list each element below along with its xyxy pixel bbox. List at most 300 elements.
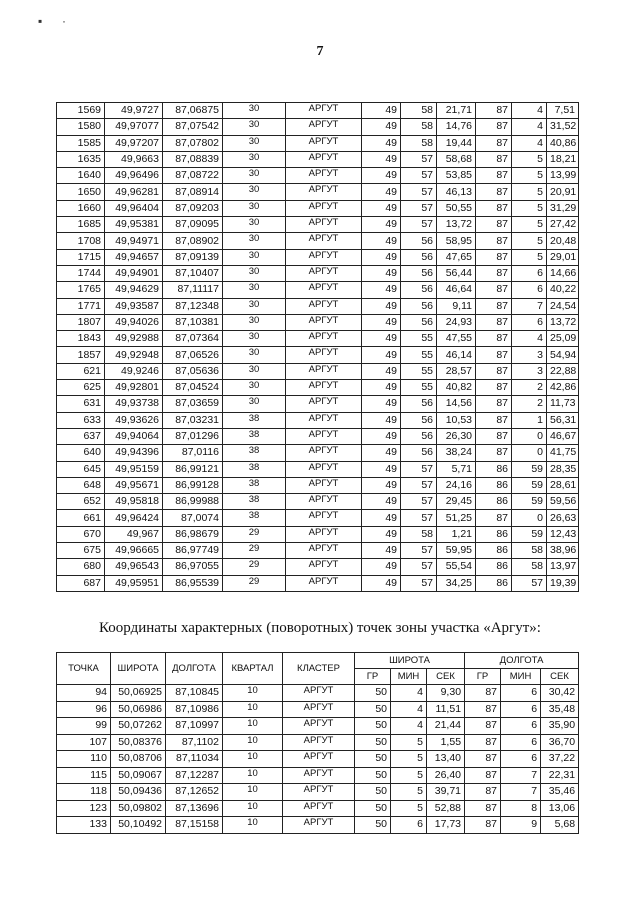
lon-deg-cell: 87 — [465, 767, 501, 784]
col-group-longitude: ДОЛГОТА — [465, 653, 579, 669]
lat-sec-cell: 46,14 — [437, 347, 476, 363]
lon-sec-cell: 19,39 — [547, 575, 579, 591]
lat-min-cell: 57 — [401, 151, 437, 167]
longitude-cell: 87,10381 — [163, 314, 223, 330]
lat-sec-cell: 24,16 — [437, 477, 476, 493]
quarter-cell: 30 — [223, 298, 286, 314]
lat-sec-cell: 50,55 — [437, 200, 476, 216]
longitude-cell: 87,11117 — [163, 282, 223, 298]
col-header-point: ТОЧКА — [57, 653, 111, 685]
point-cell: 1660 — [57, 200, 105, 216]
lon-deg-cell: 87 — [465, 734, 501, 751]
quarter-cell: 30 — [223, 282, 286, 298]
lat-min-cell: 58 — [401, 135, 437, 151]
cluster-cell: АРГУТ — [286, 282, 362, 298]
lon-sec-cell: 24,54 — [547, 298, 579, 314]
longitude-cell: 86,95539 — [163, 575, 223, 591]
lon-min-cell: 7 — [512, 298, 547, 314]
lat-sec-cell: 26,40 — [427, 767, 465, 784]
col-header-longitude: ДОЛГОТА — [166, 653, 223, 685]
lat-deg-cell: 50 — [355, 734, 391, 751]
table-row — [57, 784, 579, 801]
col-header-quarter: КВАРТАЛ — [223, 653, 283, 685]
quarter-cell: 30 — [223, 135, 286, 151]
lat-deg-cell: 49 — [362, 347, 401, 363]
lat-min-cell: 55 — [401, 380, 437, 396]
table-row — [57, 168, 579, 184]
latitude-cell: 49,96404 — [105, 200, 163, 216]
quarter-cell: 30 — [223, 314, 286, 330]
longitude-cell: 87,08914 — [163, 184, 223, 200]
lat-min-cell: 55 — [401, 347, 437, 363]
cluster-cell: АРГУТ — [286, 331, 362, 347]
lon-deg-cell: 86 — [476, 543, 512, 559]
point-cell: 680 — [57, 559, 105, 575]
header-row — [57, 653, 579, 669]
lat-deg-cell: 49 — [362, 363, 401, 379]
coordinates-table — [56, 102, 579, 592]
quarter-cell: 30 — [223, 168, 286, 184]
lon-deg-cell: 87 — [476, 217, 512, 233]
longitude-cell: 87,09095 — [163, 217, 223, 233]
cluster-cell: АРГУТ — [286, 412, 362, 428]
lat-sec-cell: 29,45 — [437, 494, 476, 510]
lon-sec-cell: 40,22 — [547, 282, 579, 298]
section-heading: Координаты характерных (поворотных) точек зоны участка «Аргут»: — [99, 620, 541, 636]
lat-deg-cell: 49 — [362, 428, 401, 444]
lon-deg-cell: 87 — [476, 233, 512, 249]
col-header-lon-sec: СЕК — [541, 669, 579, 685]
cluster-cell: АРГУТ — [283, 751, 355, 768]
lon-deg-cell: 86 — [476, 559, 512, 575]
longitude-cell: 86,98679 — [163, 526, 223, 542]
lat-sec-cell: 13,72 — [437, 217, 476, 233]
lat-deg-cell: 49 — [362, 298, 401, 314]
lon-min-cell: 6 — [512, 265, 547, 281]
point-cell: 1715 — [57, 249, 105, 265]
lat-min-cell: 56 — [401, 412, 437, 428]
lon-deg-cell: 87 — [476, 428, 512, 444]
lon-deg-cell: 87 — [476, 363, 512, 379]
lat-deg-cell: 49 — [362, 314, 401, 330]
lon-deg-cell: 86 — [476, 494, 512, 510]
latitude-cell: 49,95818 — [105, 494, 163, 510]
lon-sec-cell: 40,86 — [547, 135, 579, 151]
lat-min-cell: 56 — [401, 249, 437, 265]
quarter-cell: 29 — [223, 575, 286, 591]
table-row — [57, 298, 579, 314]
lon-sec-cell: 25,09 — [547, 331, 579, 347]
cluster-cell: АРГУТ — [286, 575, 362, 591]
lat-sec-cell: 1,21 — [437, 526, 476, 542]
lon-sec-cell: 30,42 — [541, 685, 579, 702]
table-row — [57, 233, 579, 249]
lon-min-cell: 59 — [512, 461, 547, 477]
latitude-cell: 49,96496 — [105, 168, 163, 184]
lon-min-cell: 2 — [512, 396, 547, 412]
lat-min-cell: 58 — [401, 526, 437, 542]
lon-deg-cell: 87 — [465, 701, 501, 718]
quarter-cell: 10 — [223, 751, 283, 768]
table-row — [57, 314, 579, 330]
lat-sec-cell: 59,95 — [437, 543, 476, 559]
page-number: 7 — [316, 44, 324, 59]
lat-min-cell: 56 — [401, 298, 437, 314]
point-cell: 115 — [57, 767, 111, 784]
lat-deg-cell: 49 — [362, 380, 401, 396]
lat-sec-cell: 24,93 — [437, 314, 476, 330]
lat-min-cell: 4 — [391, 718, 427, 735]
lat-min-cell: 57 — [401, 510, 437, 526]
lat-min-cell: 6 — [391, 817, 427, 834]
point-cell: 648 — [57, 477, 105, 493]
lat-deg-cell: 50 — [355, 767, 391, 784]
longitude-cell: 87,08722 — [163, 168, 223, 184]
longitude-cell: 87,06875 — [163, 103, 223, 119]
table-row — [57, 135, 579, 151]
lat-min-cell: 58 — [401, 119, 437, 135]
lat-min-cell: 57 — [401, 461, 437, 477]
cluster-cell: АРГУТ — [286, 184, 362, 200]
lat-min-cell: 56 — [401, 233, 437, 249]
quarter-cell: 30 — [223, 233, 286, 249]
cluster-cell: АРГУТ — [286, 477, 362, 493]
point-cell: 625 — [57, 380, 105, 396]
lat-min-cell: 55 — [401, 363, 437, 379]
point-cell: 645 — [57, 461, 105, 477]
lon-sec-cell: 14,66 — [547, 265, 579, 281]
quarter-cell: 30 — [223, 347, 286, 363]
point-cell: 118 — [57, 784, 111, 801]
lon-min-cell: 1 — [512, 412, 547, 428]
longitude-cell: 87,10997 — [166, 718, 223, 735]
lat-deg-cell: 49 — [362, 331, 401, 347]
quarter-cell: 38 — [223, 412, 286, 428]
lat-min-cell: 57 — [401, 559, 437, 575]
lat-sec-cell: 47,65 — [437, 249, 476, 265]
lat-sec-cell: 14,76 — [437, 119, 476, 135]
point-cell: 631 — [57, 396, 105, 412]
table-row — [57, 510, 579, 526]
lat-sec-cell: 58,95 — [437, 233, 476, 249]
lat-sec-cell: 52,88 — [427, 800, 465, 817]
lat-deg-cell: 49 — [362, 559, 401, 575]
lat-deg-cell: 49 — [362, 265, 401, 281]
lon-deg-cell: 86 — [476, 575, 512, 591]
lon-deg-cell: 87 — [465, 751, 501, 768]
lon-sec-cell: 29,01 — [547, 249, 579, 265]
lat-deg-cell: 49 — [362, 461, 401, 477]
lat-sec-cell: 55,54 — [437, 559, 476, 575]
table-row — [57, 701, 579, 718]
lat-deg-cell: 49 — [362, 396, 401, 412]
lon-min-cell: 0 — [512, 428, 547, 444]
lat-sec-cell: 1,55 — [427, 734, 465, 751]
table-row — [57, 559, 579, 575]
col-header-lon-min: МИН — [501, 669, 541, 685]
col-header-cluster: КЛАСТЕР — [283, 653, 355, 685]
lon-sec-cell: 13,72 — [547, 314, 579, 330]
table-row — [57, 685, 579, 702]
table-row — [57, 817, 579, 834]
lat-sec-cell: 26,30 — [437, 428, 476, 444]
latitude-cell: 49,94657 — [105, 249, 163, 265]
table-row — [57, 347, 579, 363]
longitude-cell: 87,03659 — [163, 396, 223, 412]
lon-deg-cell: 87 — [476, 331, 512, 347]
point-cell: 1685 — [57, 217, 105, 233]
lon-sec-cell: 38,96 — [547, 543, 579, 559]
quarter-cell: 10 — [223, 800, 283, 817]
lat-deg-cell: 50 — [355, 800, 391, 817]
cluster-cell: АРГУТ — [283, 817, 355, 834]
table-row — [57, 461, 579, 477]
lon-sec-cell: 56,31 — [547, 412, 579, 428]
latitude-cell: 49,95671 — [105, 477, 163, 493]
quarter-cell: 38 — [223, 428, 286, 444]
lon-sec-cell: 22,88 — [547, 363, 579, 379]
quarter-cell: 10 — [223, 784, 283, 801]
lon-min-cell: 6 — [501, 751, 541, 768]
point-cell: 675 — [57, 543, 105, 559]
lat-deg-cell: 49 — [362, 168, 401, 184]
latitude-cell: 49,96424 — [105, 510, 163, 526]
quarter-cell: 10 — [223, 734, 283, 751]
table-row — [57, 575, 579, 591]
lon-sec-cell: 5,68 — [541, 817, 579, 834]
lon-sec-cell: 42,86 — [547, 380, 579, 396]
table-row — [57, 718, 579, 735]
lon-min-cell: 6 — [501, 718, 541, 735]
lon-sec-cell: 13,06 — [541, 800, 579, 817]
zone-points-table-body — [57, 685, 579, 834]
cluster-cell: АРГУТ — [286, 249, 362, 265]
lat-min-cell: 5 — [391, 784, 427, 801]
point-cell: 1771 — [57, 298, 105, 314]
cluster-cell: АРГУТ — [286, 135, 362, 151]
lon-deg-cell: 87 — [465, 817, 501, 834]
longitude-cell: 86,99128 — [163, 477, 223, 493]
lat-deg-cell: 50 — [355, 817, 391, 834]
table-row — [57, 249, 579, 265]
lat-min-cell: 57 — [401, 494, 437, 510]
quarter-cell: 30 — [223, 184, 286, 200]
table-row — [57, 428, 579, 444]
cluster-cell: АРГУТ — [286, 119, 362, 135]
cluster-cell: АРГУТ — [283, 800, 355, 817]
lon-deg-cell: 87 — [476, 298, 512, 314]
lat-sec-cell: 5,71 — [437, 461, 476, 477]
lon-sec-cell: 20,48 — [547, 233, 579, 249]
lon-sec-cell: 41,75 — [547, 445, 579, 461]
latitude-cell: 49,93626 — [105, 412, 163, 428]
quarter-cell: 30 — [223, 363, 286, 379]
col-header-lat-sec: СЕК — [427, 669, 465, 685]
point-cell: 652 — [57, 494, 105, 510]
point-cell: 1807 — [57, 314, 105, 330]
lat-deg-cell: 50 — [355, 751, 391, 768]
point-cell: 1650 — [57, 184, 105, 200]
lon-min-cell: 5 — [512, 233, 547, 249]
quarter-cell: 29 — [223, 559, 286, 575]
lat-sec-cell: 40,82 — [437, 380, 476, 396]
point-cell: 637 — [57, 428, 105, 444]
cluster-cell: АРГУТ — [286, 217, 362, 233]
lon-sec-cell: 35,46 — [541, 784, 579, 801]
lon-min-cell: 9 — [501, 817, 541, 834]
cluster-cell: АРГУТ — [286, 461, 362, 477]
lat-min-cell: 57 — [401, 543, 437, 559]
point-cell: 1640 — [57, 168, 105, 184]
table-row — [57, 494, 579, 510]
table-row — [57, 412, 579, 428]
table-row — [57, 396, 579, 412]
lon-deg-cell: 87 — [476, 510, 512, 526]
latitude-cell: 50,08376 — [111, 734, 166, 751]
lon-min-cell: 59 — [512, 526, 547, 542]
table-row — [57, 477, 579, 493]
quarter-cell: 10 — [223, 767, 283, 784]
lon-min-cell: 7 — [501, 784, 541, 801]
cluster-cell: АРГУТ — [286, 559, 362, 575]
lon-min-cell: 4 — [512, 135, 547, 151]
lat-sec-cell: 13,40 — [427, 751, 465, 768]
quarter-cell: 30 — [223, 265, 286, 281]
longitude-cell: 87,05636 — [163, 363, 223, 379]
lat-deg-cell: 49 — [362, 135, 401, 151]
point-cell: 1843 — [57, 331, 105, 347]
cluster-cell: АРГУТ — [283, 784, 355, 801]
lat-deg-cell: 49 — [362, 575, 401, 591]
longitude-cell: 87,1102 — [166, 734, 223, 751]
longitude-cell: 86,97055 — [163, 559, 223, 575]
lat-deg-cell: 49 — [362, 477, 401, 493]
cluster-cell: АРГУТ — [286, 428, 362, 444]
lat-sec-cell: 56,44 — [437, 265, 476, 281]
table-row — [57, 331, 579, 347]
lon-min-cell: 59 — [512, 494, 547, 510]
cluster-cell: АРГУТ — [283, 718, 355, 735]
latitude-cell: 49,9663 — [105, 151, 163, 167]
lon-deg-cell: 87 — [476, 380, 512, 396]
lon-deg-cell: 87 — [476, 184, 512, 200]
latitude-cell: 50,07262 — [111, 718, 166, 735]
cluster-cell: АРГУТ — [286, 380, 362, 396]
point-cell: 687 — [57, 575, 105, 591]
lon-deg-cell: 87 — [465, 784, 501, 801]
longitude-cell: 86,99988 — [163, 494, 223, 510]
lon-min-cell: 6 — [512, 314, 547, 330]
latitude-cell: 49,97207 — [105, 135, 163, 151]
lon-deg-cell: 87 — [476, 396, 512, 412]
latitude-cell: 49,96665 — [105, 543, 163, 559]
cluster-cell: АРГУТ — [286, 314, 362, 330]
lon-min-cell: 5 — [512, 249, 547, 265]
lat-min-cell: 55 — [401, 331, 437, 347]
longitude-cell: 87,0116 — [163, 445, 223, 461]
longitude-cell: 87,03231 — [163, 412, 223, 428]
longitude-cell: 87,15158 — [166, 817, 223, 834]
lat-sec-cell: 46,64 — [437, 282, 476, 298]
longitude-cell: 87,12348 — [163, 298, 223, 314]
lat-deg-cell: 49 — [362, 494, 401, 510]
lat-deg-cell: 49 — [362, 445, 401, 461]
lon-deg-cell: 87 — [476, 265, 512, 281]
point-cell: 94 — [57, 685, 111, 702]
point-cell: 1708 — [57, 233, 105, 249]
lon-deg-cell: 87 — [476, 445, 512, 461]
col-header-latitude: ШИРОТА — [111, 653, 166, 685]
table-row — [57, 543, 579, 559]
lon-deg-cell: 87 — [465, 718, 501, 735]
point-cell: 1857 — [57, 347, 105, 363]
latitude-cell: 49,93738 — [105, 396, 163, 412]
quarter-cell: 38 — [223, 494, 286, 510]
lat-sec-cell: 14,56 — [437, 396, 476, 412]
lon-deg-cell: 86 — [476, 477, 512, 493]
table-row — [57, 151, 579, 167]
cluster-cell: АРГУТ — [283, 767, 355, 784]
quarter-cell: 30 — [223, 217, 286, 233]
table-row — [57, 800, 579, 817]
lat-min-cell: 56 — [401, 396, 437, 412]
lat-deg-cell: 49 — [362, 526, 401, 542]
quarter-cell: 30 — [223, 119, 286, 135]
lon-sec-cell: 54,94 — [547, 347, 579, 363]
lat-deg-cell: 49 — [362, 151, 401, 167]
lat-deg-cell: 50 — [355, 718, 391, 735]
cluster-cell: АРГУТ — [286, 233, 362, 249]
lon-sec-cell: 26,63 — [547, 510, 579, 526]
lon-sec-cell: 13,97 — [547, 559, 579, 575]
latitude-cell: 50,10492 — [111, 817, 166, 834]
lat-sec-cell: 47,55 — [437, 331, 476, 347]
point-cell: 123 — [57, 800, 111, 817]
lon-deg-cell: 87 — [476, 314, 512, 330]
lon-sec-cell: 28,35 — [547, 461, 579, 477]
latitude-cell: 50,06986 — [111, 701, 166, 718]
quarter-cell: 10 — [223, 685, 283, 702]
table-row — [57, 184, 579, 200]
lat-min-cell: 57 — [401, 184, 437, 200]
table-row — [57, 380, 579, 396]
latitude-cell: 49,96543 — [105, 559, 163, 575]
latitude-cell: 49,967 — [105, 526, 163, 542]
latitude-cell: 50,09436 — [111, 784, 166, 801]
point-cell: 1635 — [57, 151, 105, 167]
cluster-cell: АРГУТ — [286, 103, 362, 119]
lat-min-cell: 4 — [391, 685, 427, 702]
lon-min-cell: 3 — [512, 347, 547, 363]
table-row — [57, 265, 579, 281]
longitude-cell: 87,09203 — [163, 200, 223, 216]
lon-deg-cell: 87 — [476, 119, 512, 135]
point-cell: 99 — [57, 718, 111, 735]
lat-min-cell: 4 — [391, 701, 427, 718]
lon-min-cell: 6 — [501, 734, 541, 751]
lat-deg-cell: 49 — [362, 412, 401, 428]
table-row — [57, 217, 579, 233]
lon-deg-cell: 86 — [476, 461, 512, 477]
lat-deg-cell: 49 — [362, 200, 401, 216]
latitude-cell: 49,9246 — [105, 363, 163, 379]
lat-min-cell: 58 — [401, 103, 437, 119]
cluster-cell: АРГУТ — [286, 494, 362, 510]
lat-sec-cell: 46,13 — [437, 184, 476, 200]
lon-min-cell: 6 — [501, 701, 541, 718]
table-row — [57, 282, 579, 298]
lat-sec-cell: 58,68 — [437, 151, 476, 167]
